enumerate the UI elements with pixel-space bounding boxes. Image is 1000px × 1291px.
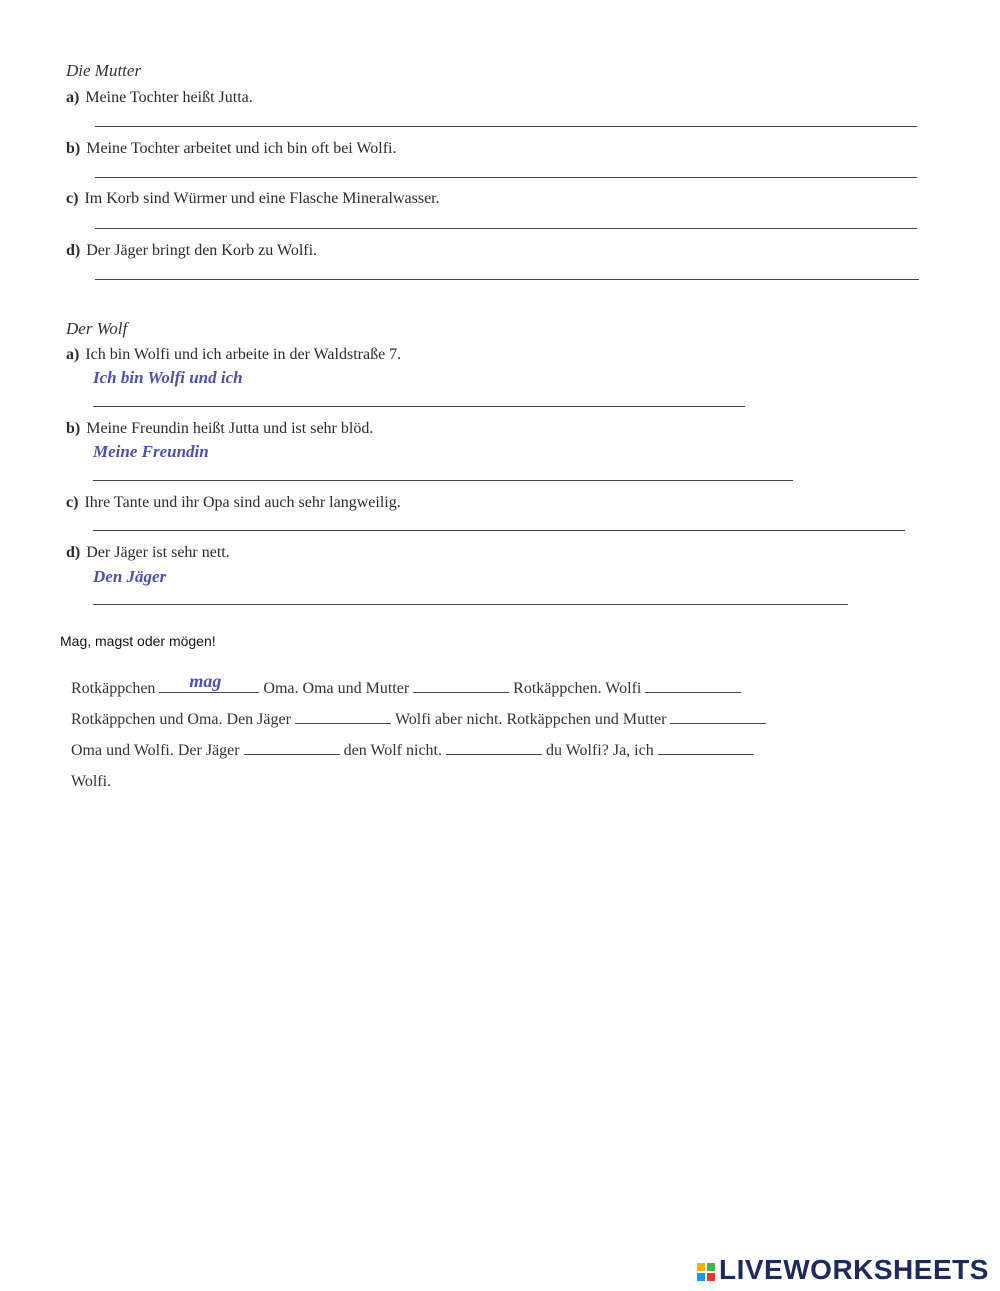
item-letter: c): [66, 190, 79, 207]
blank-7[interactable]: [446, 740, 542, 755]
exercise-line-4: Wolfi.: [71, 773, 112, 790]
mutter-item-b: [66, 140, 396, 158]
answer-line-wolf-b[interactable]: [93, 480, 793, 481]
exercise-line-3: [71, 740, 758, 760]
item-text: Ich bin Wolfi und ich arbeite in der Waldstraße 7.: [85, 346, 402, 363]
item-letter: d): [66, 242, 81, 259]
sentence-text: Rotkäppchen. Wolfi: [513, 680, 642, 697]
sentence-text: Oma. Oma und Mutter: [263, 680, 410, 697]
logo-square-icon: [707, 1273, 715, 1281]
sentence-text: Rotkäppchen und Oma. Den Jäger: [71, 711, 291, 728]
sentence-text: Rotkäppchen: [71, 680, 156, 697]
logo-square-icon: [697, 1273, 705, 1281]
item-text: Meine Tochter heißt Jutta.: [85, 89, 253, 106]
wolf-item-a: [66, 346, 401, 364]
wolf-item-d: [66, 544, 230, 562]
item-letter: a): [66, 346, 80, 363]
section-heading-mutter: Die Mutter: [66, 61, 142, 80]
liveworksheets-logo: [697, 1254, 989, 1286]
answer-line-mutter-a[interactable]: [95, 126, 917, 127]
logo-text: LIVEWORKSHEETS: [719, 1254, 989, 1285]
blank-8[interactable]: [658, 740, 754, 755]
item-text: Der Jäger bringt den Korb zu Wolfi.: [86, 242, 318, 259]
exercise-line-1: [71, 671, 745, 698]
blank-5[interactable]: [670, 709, 766, 724]
logo-square-icon: [697, 1263, 705, 1271]
item-letter: d): [66, 544, 81, 561]
answer-line-wolf-c[interactable]: [93, 530, 905, 531]
item-text: Ihre Tante und ihr Opa sind auch sehr langweilig.: [84, 494, 401, 511]
answer-line-wolf-a[interactable]: [93, 406, 745, 407]
answer-line-mutter-d[interactable]: [95, 279, 919, 280]
answer-line-mutter-c[interactable]: [95, 228, 917, 229]
blank-4[interactable]: [295, 709, 391, 724]
item-letter: a): [66, 89, 80, 106]
item-letter: b): [66, 420, 81, 437]
blank-2[interactable]: [413, 678, 509, 693]
prefilled-answer-wolf-b: Meine Freundin: [93, 442, 209, 461]
exercise-line-2: [71, 709, 770, 729]
wolf-item-c: [66, 494, 401, 512]
item-letter: c): [66, 494, 79, 511]
blank-filled[interactable]: [159, 671, 259, 693]
sentence-text: den Wolf nicht.: [343, 742, 442, 759]
mutter-item-d: [66, 242, 317, 260]
answer-line-mutter-b[interactable]: [95, 177, 917, 178]
logo-square-icon: [707, 1263, 715, 1271]
mutter-item-a: [66, 89, 253, 107]
wolf-item-b: [66, 420, 373, 438]
blank-6[interactable]: [244, 740, 340, 755]
item-text: Meine Freundin heißt Jutta und ist sehr blöd.: [86, 420, 374, 437]
item-text: Im Korb sind Würmer und eine Flasche Mineralwasser.: [84, 190, 440, 207]
prefilled-answer-wolf-a: Ich bin Wolfi und ich: [93, 368, 243, 387]
sentence-text: Wolfi aber nicht. Rotkäppchen und Mutter: [394, 711, 667, 728]
filled-answer: mag: [189, 671, 222, 691]
section-heading-wolf: Der Wolf: [66, 319, 128, 338]
logo-mark-icon: [697, 1263, 715, 1281]
item-text: Der Jäger ist sehr nett.: [86, 544, 230, 561]
item-text: Meine Tochter arbeitet und ich bin oft bei Wolfi.: [86, 140, 397, 157]
mutter-item-c: [66, 190, 440, 208]
item-letter: b): [66, 140, 81, 157]
sentence-text: Oma und Wolfi. Der Jäger: [71, 742, 240, 759]
prefilled-answer-wolf-d: Den Jäger: [93, 567, 167, 586]
blank-3[interactable]: [645, 678, 741, 693]
sentence-text: du Wolfi? Ja, ich: [546, 742, 654, 759]
answer-line-wolf-d[interactable]: [93, 604, 848, 605]
exercise-title: Mag, magst oder mögen!: [60, 633, 216, 649]
